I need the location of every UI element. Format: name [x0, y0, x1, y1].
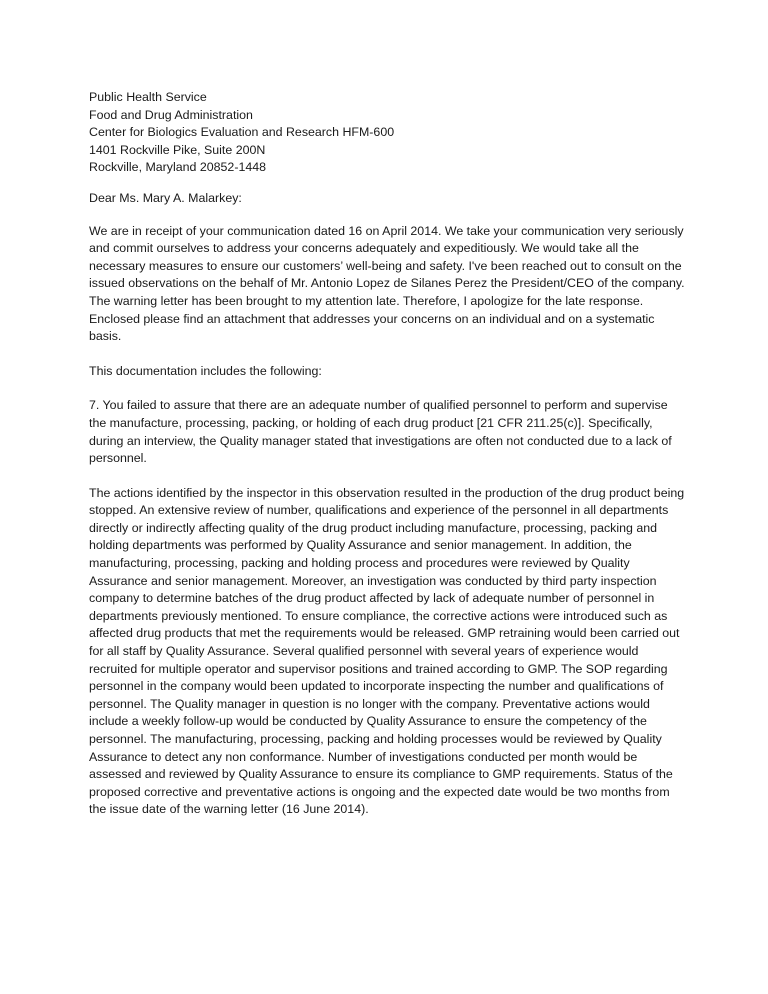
salutation: Dear Ms. Mary A. Malarkey: [89, 190, 242, 205]
address-line-organization: Public Health Service [89, 90, 207, 104]
documentation-intro: This documentation includes the following: [89, 363, 322, 378]
intro-paragraph: We are in receipt of your communication dated 16 on April 2014. We take your communication very seriously and commit ourselves to address your concerns adequately and expeditiously. We would take all the necessary measures to ensure our customers’ well-being and safety. I've been reached out to consult on the issued observations on the behalf of Mr. Antonio Lopez de Silanes Perez the President/CEO of the company. The warning letter has been brought to my attention late. Therefore, I apologize for the late response. Enclosed please find an attachment that addresses your concerns on an individual and on a systematic basis. [89, 223, 685, 344]
letter-page [89, 89, 685, 836]
response-paragraph: The actions identified by the inspector in this observation resulted in the production of the drug product being stopped. An extensive review of number, qualifications and experience of the personnel in all departments directly or indirectly affecting quality of the drug product including manufacture, processing, packing and holding departments was performed by Quality Assurance and senior management. In addition, the manufacturing, processing, packing and holding process and procedures were reviewed by Quality Assurance and senior management. Moreover, an investigation was conducted by third party inspection company to determine batches of the drug product affected by lack of adequate number of personnel in departments previously mentioned. To ensure compliance, the corrective actions were introduced such as affected drug products that met the requirements would be released. GMP retraining would been carried out for all staff by Quality Assurance. Several qualified personnel with several years of experience would recruited for multiple operator and supervisor positions and trained according to GMP. The SOP regarding personnel in the company would been updated to incorporate inspecting the number and qualifications of personnel. The Quality manager in question is no longer with the company. Preventative actions would include a weekly follow-up would be conducted by Quality Assurance to ensure the competency of the personnel. The manufacturing, processing, packing and holding processes would be reviewed by Quality Assurance to detect any non conformance. Number of investigations conducted per month would be assessed and reviewed by Quality Assurance to ensure its compliance to GMP requirements. Status of the proposed corrective and preventative actions is ongoing and the expected date would be two months from the issue date of the warning letter (16 June 2014). [89, 485, 685, 817]
address-line-center: Center for Biologics Evaluation and Research HFM-600 [89, 125, 395, 140]
recipient-address [89, 89, 685, 177]
address-line-agency: Food and Drug Administration [89, 107, 253, 122]
observation-paragraph: 7. You failed to assure that there are an adequate number of qualified personnel to perform and supervise the manufacture, processing, packing, or holding of each drug product [21 CFR 211.25(c)]. Specifically, during an interview, the Quality manager stated that investigations are often not conducted due to a lack of personnel. [89, 398, 672, 466]
address-line-city: Rockville, Maryland 20852-1448 [89, 160, 267, 175]
address-line-street: 1401 Rockville Pike, Suite 200N [89, 142, 266, 157]
